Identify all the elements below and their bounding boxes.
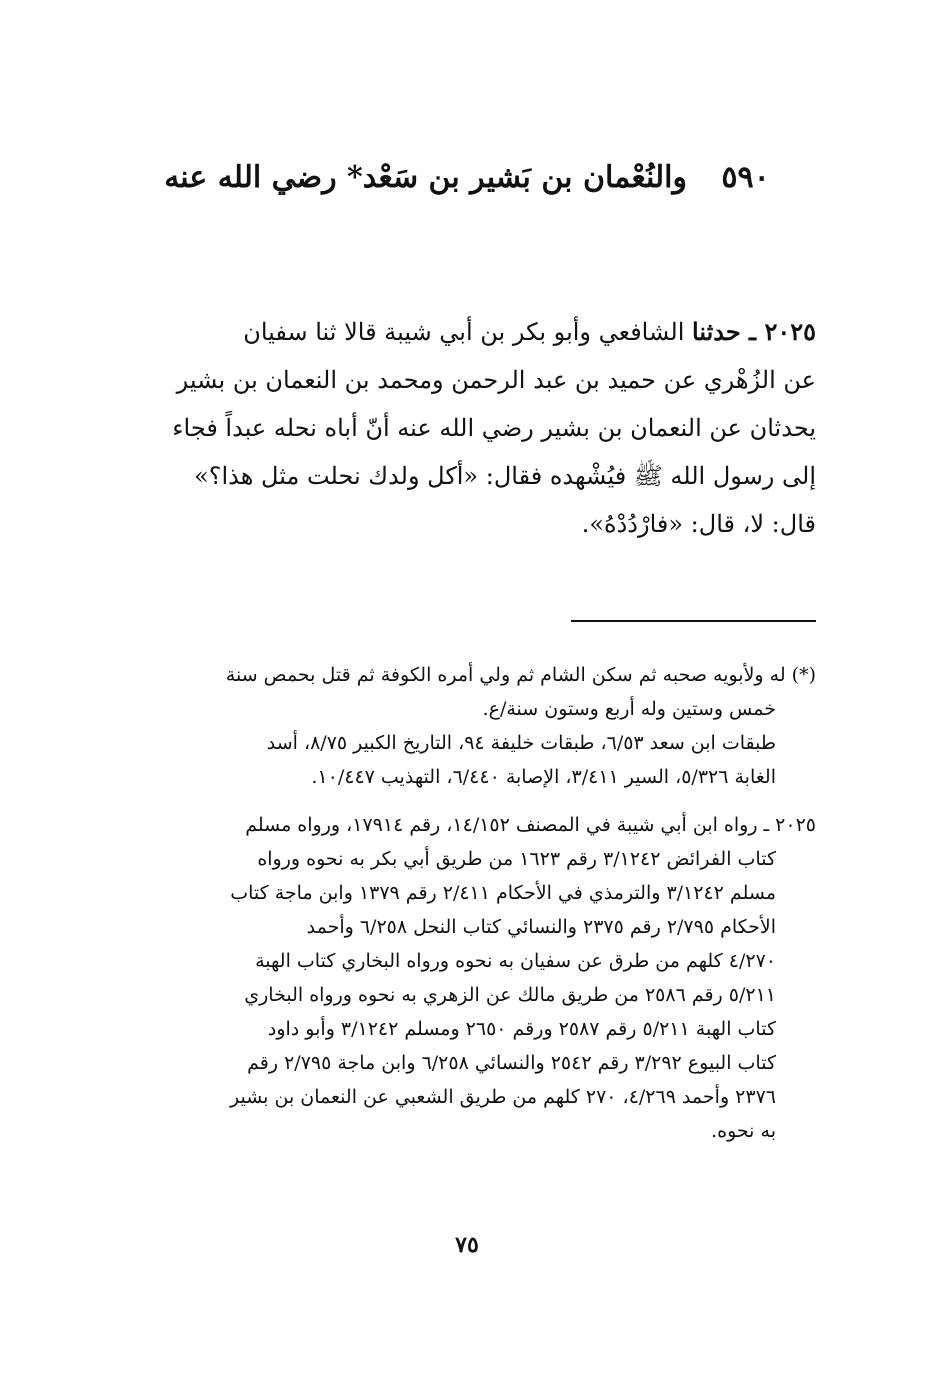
footnote-line: كتاب الفرائض ٣/١٢٤٢ رقم ١٦٢٣ من طريق أبي بكر به نحوه ورواه: [257, 848, 776, 870]
footnote-line: الأحكام ٢/٧٩٥ رقم ٢٣٧٥ والنسائي كتاب النحل ٦/٢٥٨ وأحمد: [306, 916, 776, 938]
footnote-line: ٥/٢١١ رقم ٢٥٨٦ من طريق مالك عن الزهري به نحوه ورواه البخاري: [244, 984, 776, 1006]
footnote-line: كتاب الهبة ٥/٢١١ رقم ٢٥٨٧ ورقم ٢٦٥٠ ومسلم ٣/١٢٤٢ وأبو داود: [267, 1018, 776, 1040]
footnote-divider: [571, 620, 816, 622]
hadith-line: عن الزُهْري عن حميد بن عبد الرحمن ومحمد بن النعمان بن بشير: [176, 366, 816, 394]
footnote-line: ٢٠٢٥ ـ رواه ابن أبي شيبة في المصنف ١٤/١٥٢، رقم ١٧٩١٤، ورواه مسلم: [245, 814, 816, 836]
footnote-line: ٤/٢٧٠ كلهم من طرق عن سفيان به نحوه ورواه البخاري كتاب الهبة: [255, 950, 776, 972]
footnote-line: الغابة ٥/٣٢٦، السير ٣/٤١١، الإصابة ٦/٤٤٠، التهذيب ١٠/٤٤٧.: [311, 766, 776, 788]
hadith-line: يحدثان عن النعمان بن بشير رضي الله عنه أنّ أباه نحله عبداً فجاء: [172, 414, 816, 442]
footnote-line: (*) له ولأبويه صحبه ثم سكن الشام ثم ولي أمره الكوفة ثم قتل بحمص سنة: [225, 664, 816, 686]
footnote-line: طبقات ابن سعد ٦/٥٣، طبقات خليفة ٩٤، التاريخ الكبير ٨/٧٥، أسد: [266, 732, 776, 754]
chapter-heading: [150, 160, 784, 195]
hadith-number: ٢٠٢٥ ـ حدثنا: [692, 317, 816, 346]
hadith-text: [118, 308, 816, 548]
chapter-number: ٥٩٠: [721, 160, 770, 195]
hadith-line: قال: لا، قال: «فارْدُدْهُ».: [581, 510, 816, 538]
hadith-line: ٢٠٢٥ ـ حدثنا الشافعي وأبو بكر بن أبي شيبة قالا ثنا سفيان: [243, 317, 816, 346]
footnote-line: خمس وستين وله أربع وستون سنة/ع.: [482, 698, 776, 720]
footnote-biography: [118, 658, 816, 794]
footnotes: [118, 658, 816, 1148]
footnote-takhrij: [118, 808, 816, 1148]
footnote-line: ٢٣٧٦ وأحمد ٤/٢٦٩، ٢٧٠ كلهم من طريق الشعبي عن النعمان بن بشير: [230, 1086, 776, 1108]
footnote-line: كتاب البيوع ٣/٢٩٢ رقم ٢٥٤٢ والنسائي ٦/٢٥٨ وابن ماجة ٢/٧٩٥ رقم: [247, 1052, 776, 1074]
page-number: ٧٥: [455, 1232, 479, 1258]
footnote-line: به نحوه.: [711, 1120, 776, 1142]
footnote-line: مسلم ٣/١٢٤٢ والترمذي في الأحكام ٢/٤١١ رقم ١٣٧٩ وابن ماجة كتاب: [230, 882, 776, 904]
chapter-title: والنُعْمان بن بَشير بن سَعْد* رضي الله عنه: [164, 160, 687, 195]
hadith-line: إلى رسول الله ﷺ فيُشْهده فقال: «أكل ولدك نحلت مثل هذا؟»: [194, 462, 816, 490]
